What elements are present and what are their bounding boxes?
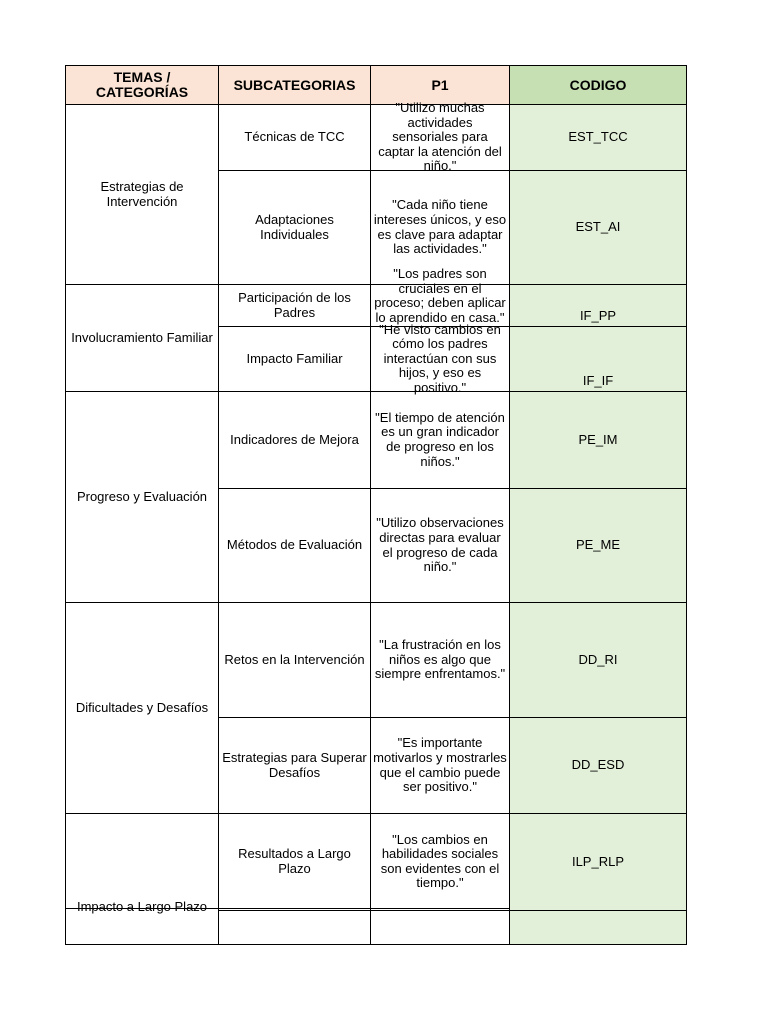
- table-row: [66, 392, 687, 489]
- theme-cell: Progreso y Evaluación: [66, 392, 219, 603]
- code-cell: ILP_RLP: [510, 814, 687, 911]
- quote-cell: "Es importante motivarlos y mostrarles que el cambio puede ser positivo.": [371, 718, 510, 814]
- header-codigo: CODIGO: [510, 66, 687, 105]
- quote-cell: [371, 100, 510, 174]
- quote-cell: "Los cambios en habilidades sociales son evidentes con el tiempo.": [371, 814, 510, 911]
- quote-cell-empty: [371, 910, 510, 944]
- table-row: [66, 105, 687, 171]
- header-subcategorias: SUBCATEGORIAS: [219, 66, 371, 105]
- code-cell: IF_PP: [510, 285, 687, 327]
- quote-cell: [371, 321, 510, 395]
- code-cell: DD_RI: [510, 603, 687, 718]
- theme-cell: [66, 814, 219, 945]
- quote-text: "He visto cambios en cómo los padres interactúan con sus hijos, y eso es positivo.": [379, 321, 501, 395]
- code-cell: DD_ESD: [510, 718, 687, 814]
- subcategory-cell: Indicadores de Mejora: [219, 392, 371, 489]
- subcategory-cell: Estrategias para Superar Desafíos: [219, 718, 371, 814]
- subcategory-cell-empty: [219, 910, 371, 944]
- subcategory-cell: Técnicas de TCC: [219, 105, 371, 171]
- table-row: [66, 603, 687, 718]
- quote-cell: "La frustración en los niños es algo que siempre enfrentamos.": [371, 603, 510, 718]
- quote-cell: "Utilizo observaciones directas para evaluar el progreso de cada niño.": [371, 489, 510, 603]
- subcategory-cell: Participación de los Padres: [219, 285, 371, 327]
- theme-cell: Estrategias de Intervención: [66, 105, 219, 285]
- theme-text: Impacto a Largo Plazo: [76, 899, 208, 914]
- header-row: [66, 66, 687, 105]
- code-cell: PE_ME: [510, 489, 687, 603]
- code-cell: PE_IM: [510, 392, 687, 489]
- subcategory-cell: Retos en la Intervención: [219, 603, 371, 718]
- quote-text: "Utilizo muchas actividades sensoriales para captar la atención del niño.": [378, 100, 502, 174]
- subcategory-cell: Resultados a Largo Plazo: [219, 814, 371, 911]
- code-cell: EST_TCC: [510, 105, 687, 171]
- theme-cell: Involucramiento Familiar: [66, 285, 219, 392]
- quote-cell: [371, 266, 510, 327]
- table-row: [66, 814, 687, 911]
- quote-cell: "Cada niño tiene intereses únicos, y eso es clave para adaptar las actividades.": [371, 171, 510, 285]
- coding-table-container: [65, 65, 685, 914]
- subcategory-cell: Adaptaciones Individuales: [219, 171, 371, 285]
- code-cell-empty: [510, 910, 687, 944]
- table-row: [66, 285, 687, 327]
- code-cell: IF_IF: [510, 327, 687, 392]
- code-cell: EST_AI: [510, 171, 687, 285]
- subcategory-cell: Impacto Familiar: [219, 327, 371, 392]
- subcategory-cell: Métodos de Evaluación: [219, 489, 371, 603]
- coding-table: [65, 65, 687, 945]
- header-temas: TEMAS / CATEGORÍAS: [66, 66, 219, 105]
- theme-cell: Dificultades y Desafíos: [66, 603, 219, 814]
- quote-text: "Los padres son cruciales en el proceso; deben aplicar lo aprendido en casa.": [374, 266, 506, 325]
- quote-cell: "El tiempo de atención es un gran indicador de progreso en los niños.": [371, 392, 510, 489]
- header-p1: P1: [371, 66, 510, 105]
